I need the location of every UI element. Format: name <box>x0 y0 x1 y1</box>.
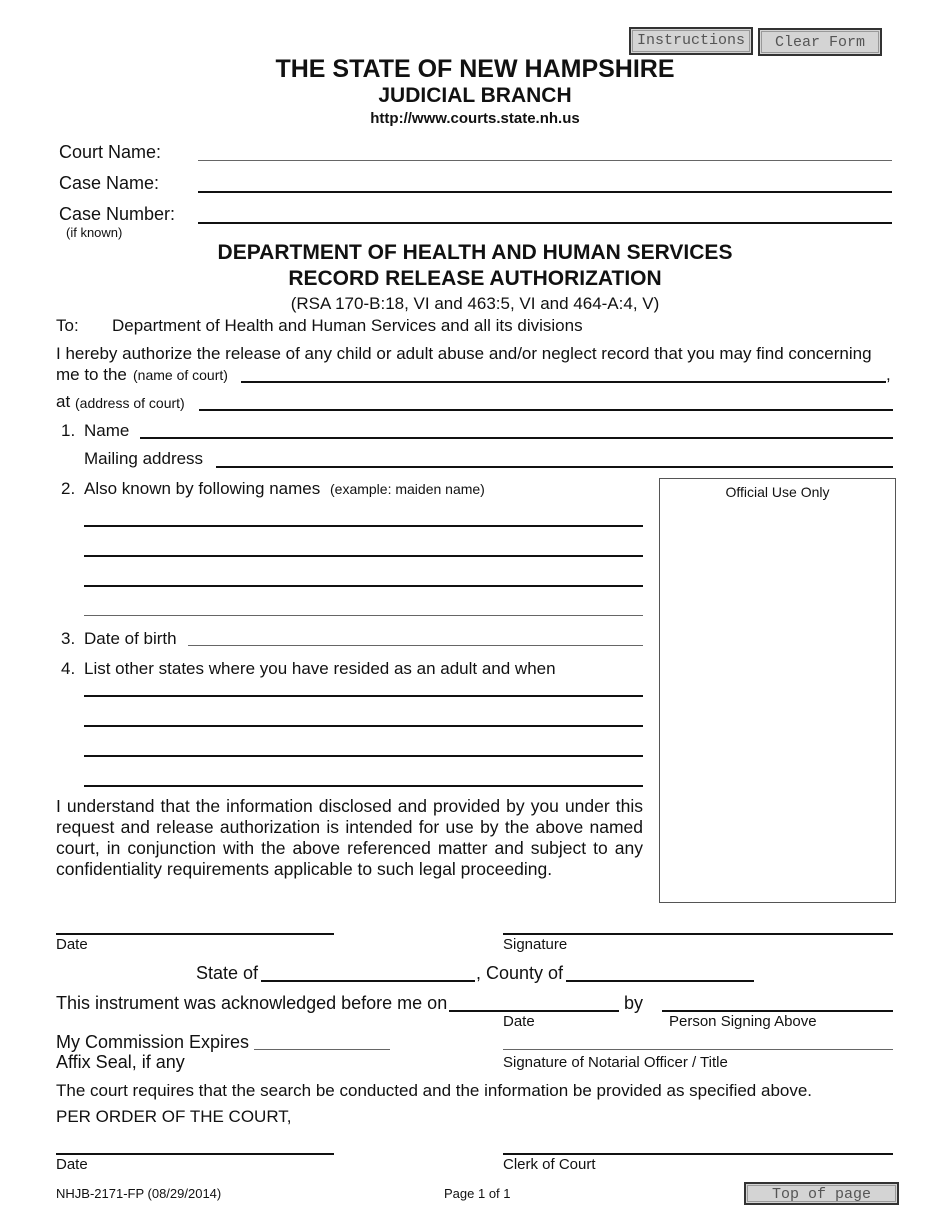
top-of-page-button[interactable]: Top of page <box>744 1182 899 1205</box>
notary-signature-label: Signature of Notarial Officer / Title <box>503 1054 728 1071</box>
official-use-label: Official Use Only <box>725 484 830 500</box>
date-of-birth-field[interactable] <box>188 645 643 646</box>
address-of-court-hint: (address of court) <box>75 395 185 411</box>
state-title: THE STATE OF NEW HAMPSHIRE <box>275 55 675 83</box>
ack-date-label: Date <box>503 1013 535 1030</box>
to-label: To: <box>56 316 79 335</box>
other-states-line-4[interactable] <box>84 785 643 787</box>
authorize-text: I hereby authorize the release of any child or adult abuse and/or neglect record that you may find concerning <box>56 344 872 363</box>
aka-line-1[interactable] <box>84 525 643 527</box>
name-of-court-hint: (name of court) <box>133 367 228 383</box>
signature-label: Signature <box>503 936 568 953</box>
other-states-line-3[interactable] <box>84 755 643 757</box>
name-of-court-field[interactable] <box>241 381 886 383</box>
county-of-field[interactable] <box>566 980 754 982</box>
form-number: NHJB-2171-FP (08/29/2014) <box>56 1186 222 1201</box>
commission-expires-label: My Commission Expires <box>56 1032 250 1052</box>
acknowledged-label: This instrument was acknowledged before me on <box>56 993 448 1013</box>
commission-expires-field[interactable] <box>254 1049 390 1050</box>
order-date-field[interactable] <box>56 1153 334 1155</box>
me-to-the-text: me to the <box>56 365 127 384</box>
by-label: by <box>624 993 644 1013</box>
branch-title: JUDICIAL BRANCH <box>378 84 572 107</box>
clerk-signature-field[interactable] <box>503 1153 893 1155</box>
other-states-line-2[interactable] <box>84 725 643 727</box>
court-requirement-text: The court requires that the search be conducted and the information be provided as specified above. <box>56 1081 813 1100</box>
address-of-court-field[interactable] <box>199 409 893 411</box>
affix-seal-label: Affix Seal, if any <box>56 1052 185 1072</box>
aka-example-hint: (example: maiden name) <box>330 481 485 497</box>
clerk-of-court-label: Clerk of Court <box>503 1156 596 1173</box>
comma-punct: , <box>886 365 891 384</box>
clear-form-button[interactable]: Clear Form <box>758 28 882 56</box>
per-order-text: PER ORDER OF THE COURT, <box>56 1107 292 1126</box>
date-label: Date <box>56 936 88 953</box>
official-use-box <box>659 478 896 903</box>
court-name-field[interactable] <box>198 160 892 161</box>
case-name-field[interactable] <box>198 191 892 193</box>
court-url: http://www.courts.state.nh.us <box>370 110 580 127</box>
order-date-label: Date <box>56 1156 88 1173</box>
aka-line-3[interactable] <box>84 585 643 587</box>
case-name-label: Case Name: <box>59 173 160 193</box>
case-number-field[interactable] <box>198 222 892 224</box>
notary-signature-field[interactable] <box>503 1049 893 1050</box>
form-title: RECORD RELEASE AUTHORIZATION <box>288 267 662 290</box>
item-3-number: 3. <box>61 629 76 648</box>
person-signing-field[interactable] <box>662 1010 893 1012</box>
case-number-label: Case Number: <box>59 204 176 224</box>
mailing-address-field[interactable] <box>216 466 893 468</box>
at-text: at <box>56 392 71 411</box>
mailing-address-label: Mailing address <box>84 449 204 468</box>
county-of-label: , County of <box>476 963 564 983</box>
person-signing-label: Person Signing Above <box>669 1013 817 1030</box>
other-states-line-1[interactable] <box>84 695 643 697</box>
state-of-label: State of <box>196 963 259 983</box>
date-of-birth-label: Date of birth <box>84 629 177 648</box>
name-field[interactable] <box>140 437 893 439</box>
understanding-paragraph: I understand that the information disclosed and provided by you under this request and release authorization is intended for use by the above named court, in conjunction with the above referenced matter and subject to any confidentiality requirements applicable to such legal proceeding. <box>56 796 643 879</box>
statute-reference: (RSA 170-B:18, VI and 463:5, VI and 464-A:4, V) <box>290 294 660 313</box>
date-signature-field[interactable] <box>56 933 334 935</box>
page-number: Page 1 of 1 <box>444 1186 511 1201</box>
aka-line-2[interactable] <box>84 555 643 557</box>
department-title: DEPARTMENT OF HEALTH AND HUMAN SERVICES <box>217 241 733 264</box>
signature-field[interactable] <box>503 933 893 935</box>
if-known-note: (if known) <box>66 225 123 240</box>
name-label: Name <box>84 421 130 440</box>
item-1-number: 1. <box>61 421 76 440</box>
ack-date-field[interactable] <box>449 1010 619 1012</box>
other-states-label: List other states where you have resided as an adult and when <box>84 659 556 678</box>
aka-label: Also known by following names <box>84 479 321 498</box>
aka-line-4[interactable] <box>84 615 643 616</box>
to-recipient: Department of Health and Human Services and all its divisions <box>112 316 583 335</box>
item-2-number: 2. <box>61 479 76 498</box>
instructions-button[interactable]: Instructions <box>629 27 753 55</box>
state-of-field[interactable] <box>261 980 475 982</box>
item-4-number: 4. <box>61 659 76 678</box>
court-name-label: Court Name: <box>59 142 162 162</box>
